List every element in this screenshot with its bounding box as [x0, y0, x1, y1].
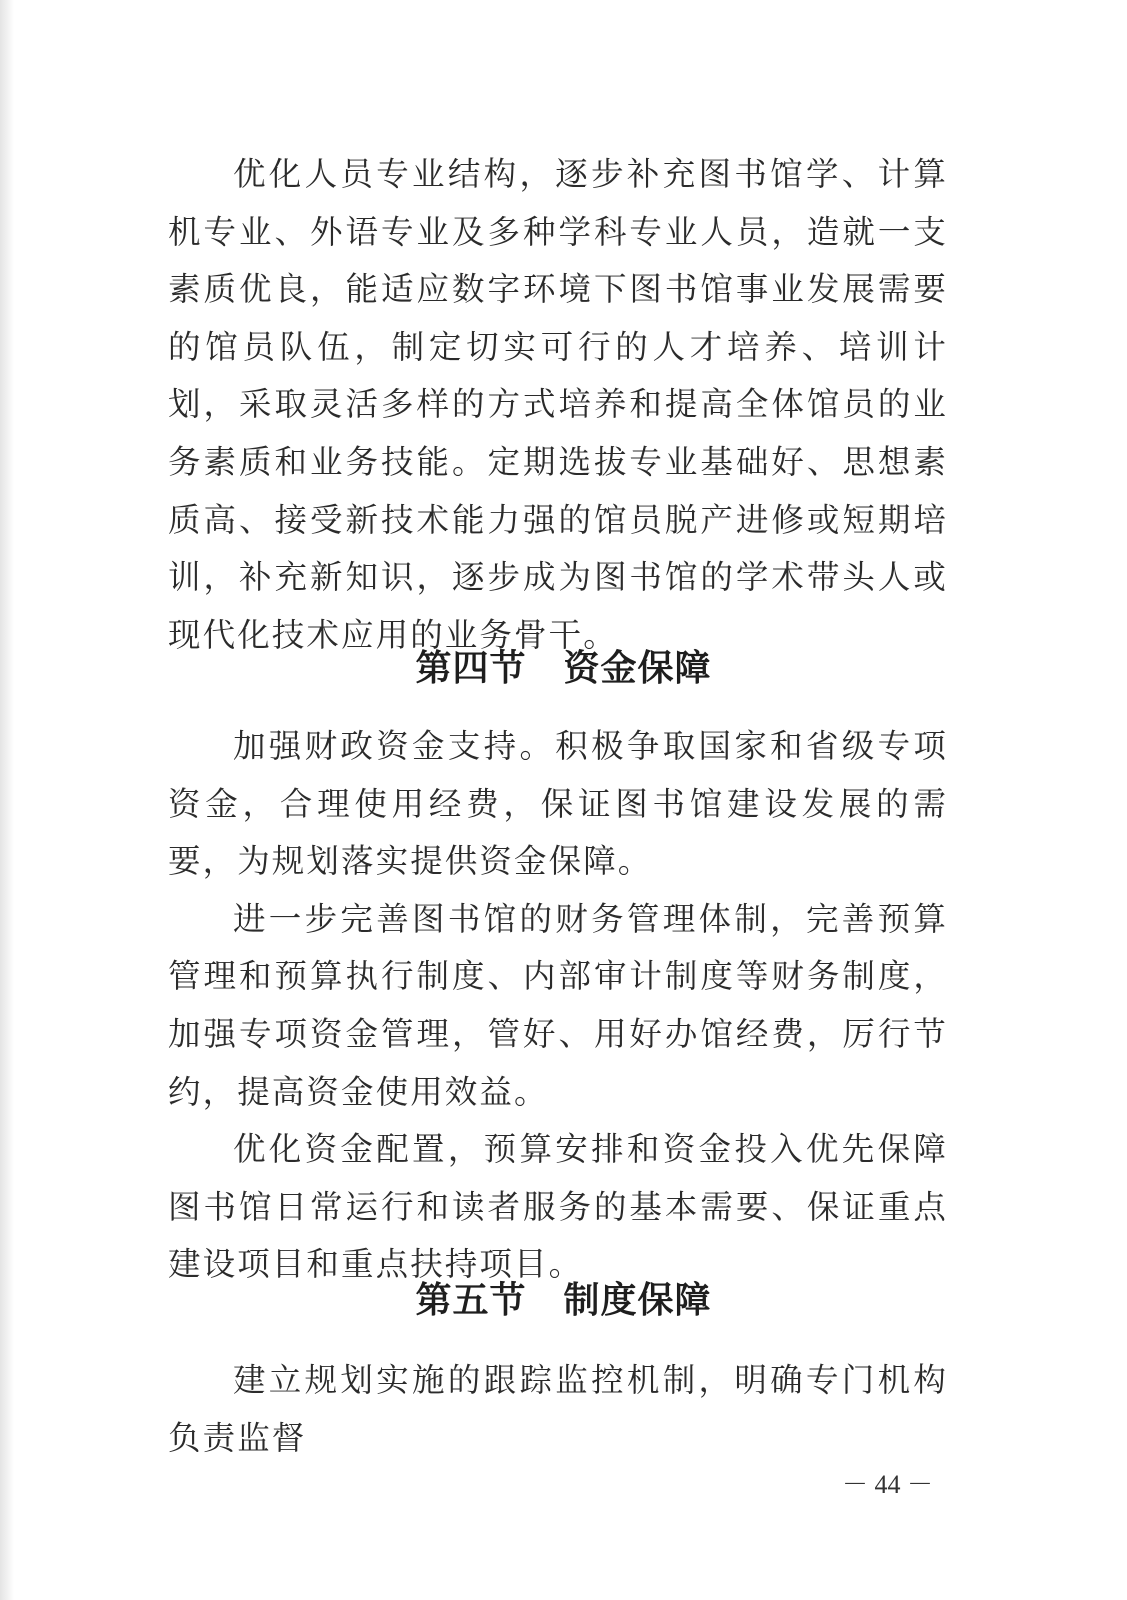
heading-section-4-funding: 第四节 资金保障	[415, 648, 712, 689]
section-5-body	[168, 1352, 948, 1467]
paragraph-financial-management: 进一步完善图书馆的财务管理体制，完善预算管理和预算执行制度、内部审计制度等财务制度，加强专项资金管理，管好、用好办馆经费，厉行节约，提高资金使用效益。	[168, 899, 948, 1111]
paragraph-financial-support: 加强财政资金支持。积极争取国家和省级专项资金，合理使用经费，保证图书馆建设发展的需要，为规划落实提供资金保障。	[168, 727, 948, 881]
heading-section-5-system: 第五节 制度保障	[415, 1280, 712, 1321]
section-4-body	[168, 718, 948, 1294]
paragraph-fund-allocation: 优化资金配置，预算安排和资金投入优先保障图书馆日常运行和读者服务的基本需要、保证重点建设项目和重点扶持项目。	[168, 1130, 948, 1284]
continuation-block	[168, 146, 948, 664]
paragraph-staff-structure: 优化人员专业结构，逐步补充图书馆学、计算机专业、外语专业及多种学科专业人员，造就一支素质优良，能适应数字环境下图书馆事业发展需要的馆员队伍，制定切实可行的人才培养、培训计划，采取灵活多样的方式培养和提高全体馆员的业务素质和业务技能。定期选拔专业基础好、思想素质高、接受新技术能力强的馆员脱产进修或短期培训，补充新知识，逐步成为图书馆的学术带头人或现代化技术应用的业务骨干。	[168, 155, 948, 654]
scan-edge-shadow	[0, 0, 14, 1600]
page-number: － 44 －	[842, 1470, 934, 1499]
paragraph-monitoring-mechanism: 建立规划实施的跟踪监控机制，明确专门机构负责监督	[168, 1361, 948, 1457]
